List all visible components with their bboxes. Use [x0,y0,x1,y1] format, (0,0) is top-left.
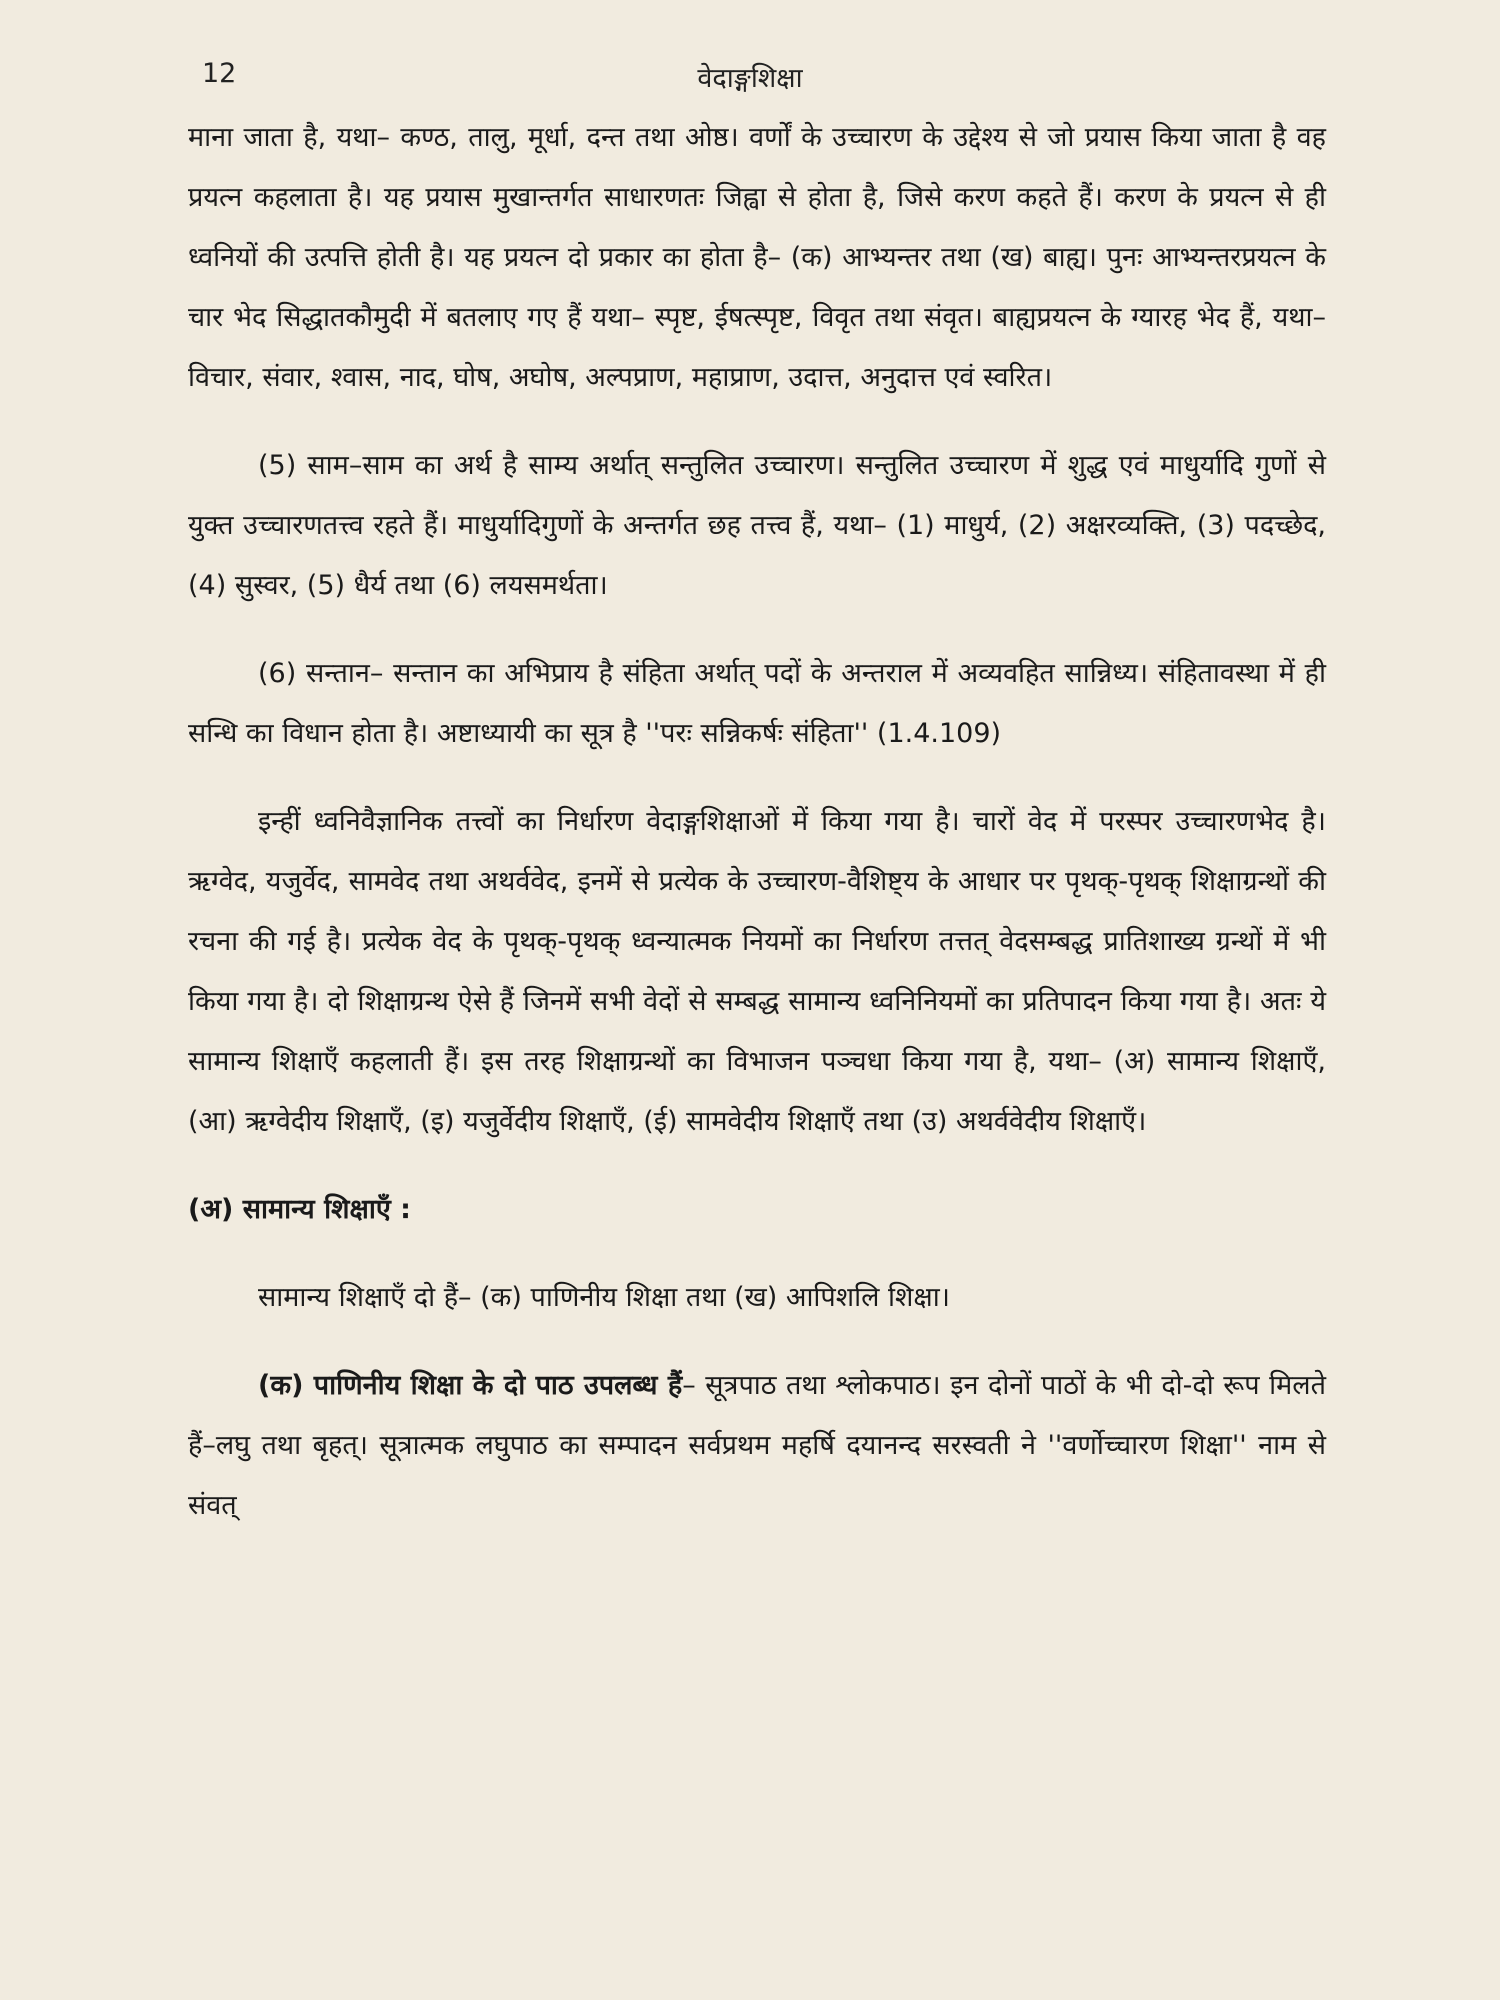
running-title: वेदाङ्गशिक्षा [697,63,803,94]
paragraph-gap [188,408,1326,436]
paniniya-text: – सूत्रपाठ तथा श्लोकपाठ। इन दोनों पाठों के भी दो-दो रूप मिलते हैं–लघु तथा बृहत्। सूत्रात्मक लघुपाठ का सम्पादन सर्वप्रथम महर्षि दयानन्द सरस्वती ने ''वर्णोच्चारण शिक्षा'' नाम से संवत् [188,1370,1326,1521]
paragraph-santaan: (6) सन्तान– सन्तान का अभिप्राय है संहिता अर्थात् पदों के अन्तराल में अव्यवहित सान्निध्य। संहितावस्था में ही सन्धि का विधान होता है। अष्टाध्यायी का सूत्र है ''परः सन्निकर्षः संहिता'' (1.4.109) [188,658,1326,749]
paragraph-articulation: माना जाता है, यथा– कण्ठ, तालु, मूर्धा, दन्त तथा ओष्ठ। वर्णों के उच्चारण के उद्देश्य से जो प्रयास किया जाता है वह प्रयत्न कहलाता है। यह प्रयास मुखान्तर्गत साधारणतः जिह्वा से होता है, जिसे करण कहते हैं। करण के प्रयत्न से ही ध्वनियों की उत्पत्ति होती है। यह प्रयत्न दो प्रकार का होता है– (क) आभ्यन्तर तथा (ख) बाह्य। पुनः आभ्यन्तरप्रयत्न के चार भेद सिद्धातकौमुदी में बतलाए गए हैं यथा– स्पृष्ट, ईषत्स्पृष्ट, विवृत तथा संवृत। बाह्यप्रयत्न के ग्यारह भेद हैं, यथा– विचार, संवार, श्वास, नाद, घोष, अघोष, अल्पप्राण, महाप्राण, उदात्त, अनुदात्त एवं स्वरित। [188,122,1326,393]
page-number: 12 [202,58,237,89]
paragraph-gap [188,616,1326,644]
paniniya-lead: (क) पाणिनीय शिक्षा के दो पाठ उपलब्ध हैं [258,1370,683,1401]
paragraph-gap [188,1152,1326,1180]
paragraph-gap [188,1328,1326,1356]
paragraph-shiksha-classification: इन्हीं ध्वनिवैज्ञानिक तत्त्वों का निर्धारण वेदाङ्गशिक्षाओं में किया गया है। चारों वेद में परस्पर उच्चारणभेद है। ऋग्वेद, यजुर्वेद, सामवेद तथा अथर्ववेद, इनमें से प्रत्येक के उच्चारण-वैशिष्ट्य के आधार पर पृथक्-पृथक् शिक्षाग्रन्थों की रचना की गई है। प्रत्येक वेद के पृथक्-पृथक् ध्वन्यात्मक नियमों का निर्धारण तत्तत् वेदसम्बद्ध प्रातिशाख्य ग्रन्थों में भी किया गया है। दो शिक्षाग्रन्थ ऐसे हैं जिनमें सभी वेदों से सम्बद्ध सामान्य ध्वनिनियमों का प्रतिपादन किया गया है। अतः ये सामान्य शिक्षाएँ कहलाती हैं। इस तरह शिक्षाग्रन्थों का विभाजन पञ्चधा किया गया है, यथा– (अ) सामान्य शिक्षाएँ, (आ) ऋग्वेदीय शिक्षाएँ, (इ) यजुर्वेदीय शिक्षाएँ, (ई) सामवेदीय शिक्षाएँ तथा (उ) अथर्ववेदीय शिक्षाएँ। [188,806,1326,1137]
section-heading-general-shiksha: (अ) सामान्य शिक्षाएँ : [188,1194,411,1225]
page-body [188,108,1326,1536]
paragraph-gap [188,1240,1326,1268]
paragraph-saam: (5) साम–साम का अर्थ है साम्य अर्थात् सन्तुलित उच्चारण। सन्तुलित उच्चारण में शुद्ध एवं माधुर्यादि गुणों से युक्त उच्चारणतत्त्व रहते हैं। माधुर्यादिगुणों के अन्तर्गत छह तत्त्व हैं, यथा– (1) माधुर्य, (2) अक्षरव्यक्ति, (3) पदच्छेद, (4) सुस्वर, (5) धैर्य तथा (6) लयसमर्थता। [188,450,1326,601]
paragraph-two-shikshas: सामान्य शिक्षाएँ दो हैं– (क) पाणिनीय शिक्षा तथा (ख) आपिशलि शिक्षा। [258,1282,950,1313]
page-header [0,58,1500,98]
paragraph-paniniya-shiksha [188,1356,1326,1536]
paragraph-gap [188,764,1326,792]
